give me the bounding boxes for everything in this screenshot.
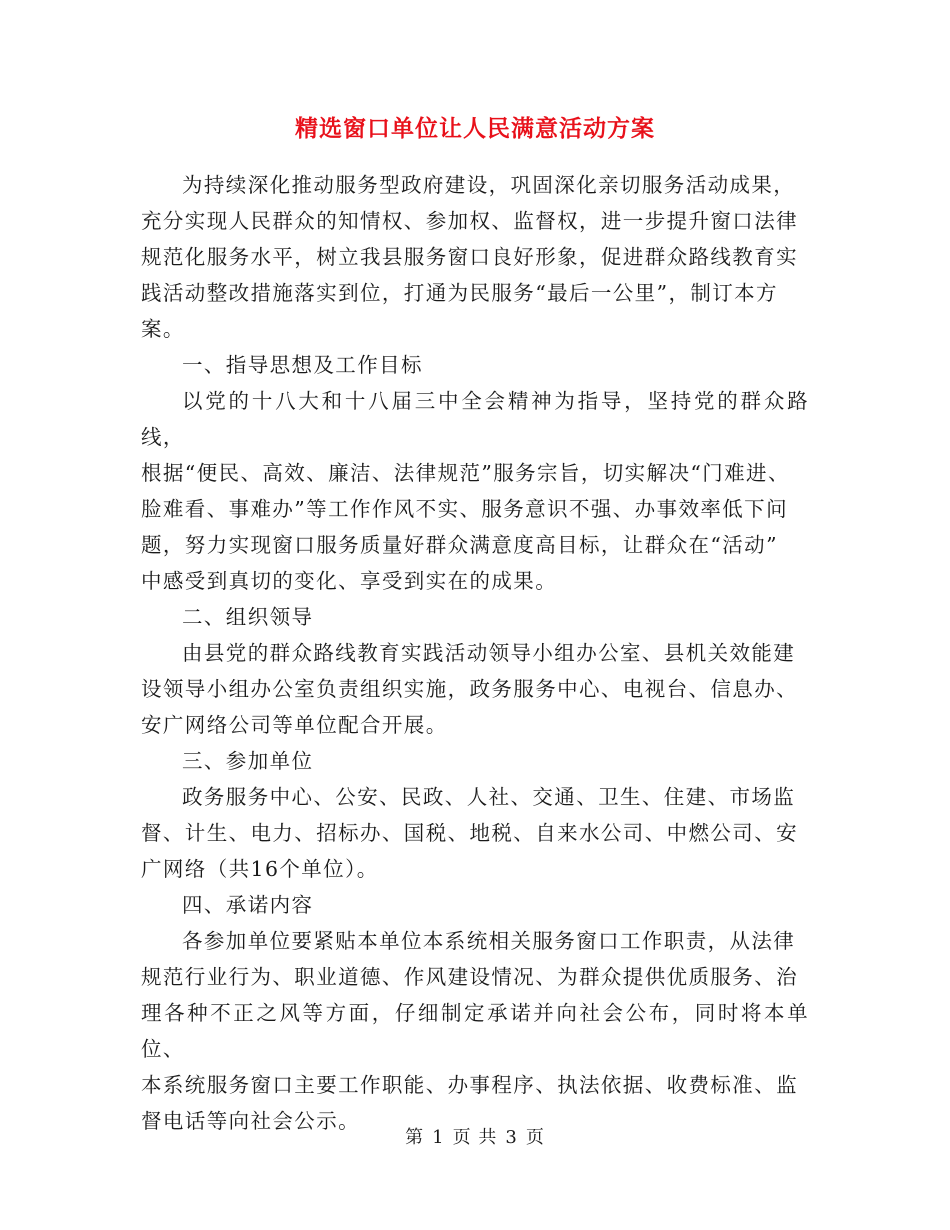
section-heading-guiding-ideology: 一、指导思想及工作目标 — [182, 353, 423, 377]
section-heading-commitments: 四、承诺内容 — [182, 893, 314, 917]
section-heading-participating-units: 三、参加单位 — [182, 749, 314, 773]
footer-total-pages: 3 — [505, 1127, 518, 1148]
document-title: 精选窗口单位让人民满意活动方案 — [295, 115, 655, 142]
intro-paragraph: 为持续深化推动服务型政府建设，巩固深化亲切服务活动成果， 充分实现人民群众的知情权、参加权、监督权，进一步提升窗口法律 规范化服务水平，树立我县服务窗口良好形象，促进群众路线教育实 践活动整改措施落实到位，打通为民服务“最后一公里”，制订本方 案。 — [141, 173, 798, 341]
participating-units-paragraph: 政务服务中心、公安、民政、人社、交通、卫生、住建、市场监 督、计生、电力、招标办、国税、地税、自来水公司、中燃公司、安 广网络（共16个单位）。 — [141, 785, 798, 881]
footer-prefix: 第 — [405, 1127, 425, 1148]
footer-suffix: 页 — [525, 1127, 545, 1148]
footer-current-page: 1 — [432, 1127, 445, 1148]
commitments-paragraph: 各参加单位要紧贴本单位本系统相关服务窗口工作职责，从法律 规范行业行为、职业道德、作风建设情况、为群众提供优质服务、治 理各种不正之风等方面，仔细制定承诺并向社会公布，同时将本单位、 本系统服务窗口主要工作职能、办事程序、执法依据、收费标准、监 督电话等向社会公示。 — [141, 929, 809, 1133]
page-footer — [0, 1126, 950, 1150]
organization-paragraph: 由县党的群众路线教育实践活动领导小组办公室、县机关效能建 设领导小组办公室负责组织实施，政务服务中心、电视台、信息办、 安广网络公司等单位配合开展。 — [141, 641, 798, 737]
section-heading-organization: 二、组织领导 — [182, 605, 314, 629]
footer-mid: 页 共 — [452, 1127, 498, 1148]
guiding-ideology-paragraph: 以党的十八大和十八届三中全会精神为指导，坚持党的群众路线， 根据“便民、高效、廉洁、法律规范”服务宗旨，切实解决“门难进、 脸难看、事难办”等工作作风不实、服务意识不强、办事效率低下问 题，努力实现窗口服务质量好群众满意度高目标，让群众在“活动” 中感受到真切的变化、享受到实在的成果。 — [141, 389, 809, 593]
document-body — [141, 167, 809, 1139]
